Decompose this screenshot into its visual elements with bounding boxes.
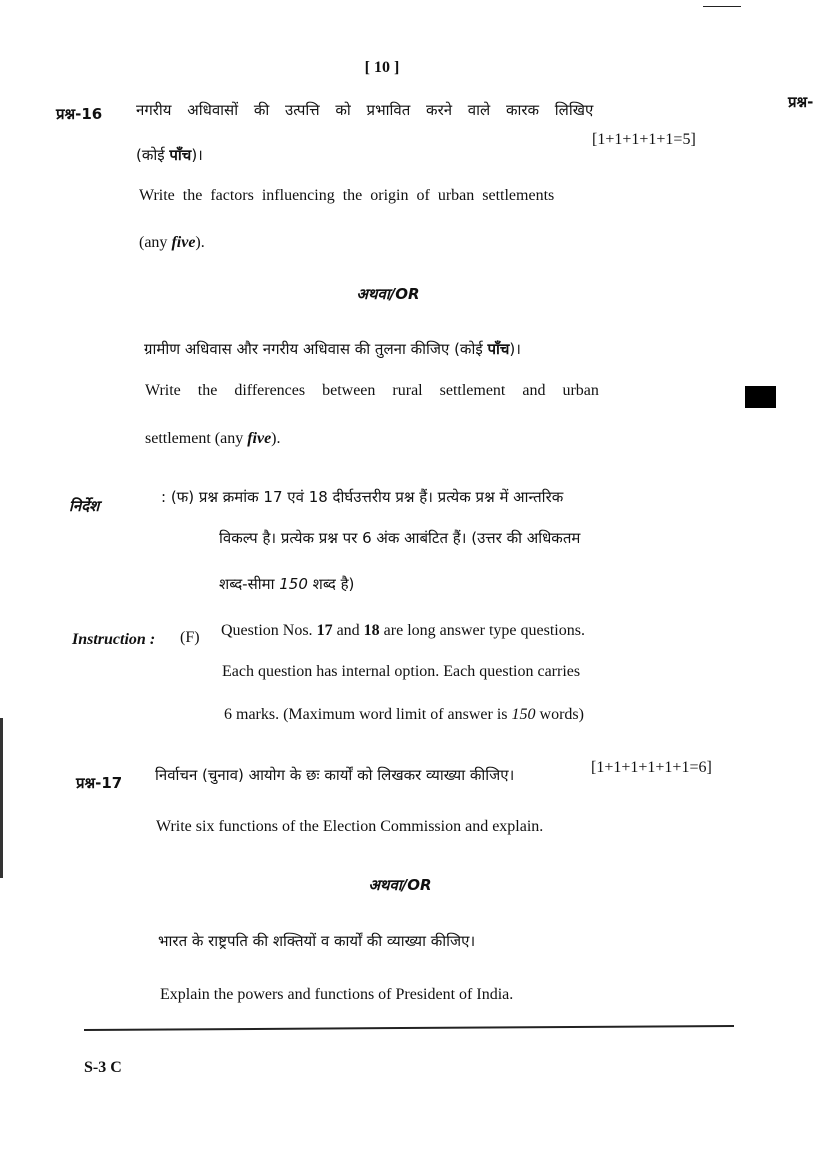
question-16-hindi-line-1: नगरीय अधिवासों की उत्पत्ति को प्रभावित करने वाले कारक लिखिए (136, 101, 594, 119)
question-17-alt-hindi: भारत के राष्ट्रपति की शक्तियों व कार्यों की व्याख्या कीजिए। (158, 932, 476, 950)
question-16-alt-english-line-2 (145, 430, 281, 448)
or-separator-1: अथवा/OR (356, 285, 420, 303)
question-16-alt-hindi (144, 339, 521, 359)
scan-edge-mark (0, 718, 3, 878)
margin-cut-text: प्रश्न- (788, 93, 814, 111)
q16-english-pre: (any (139, 234, 172, 251)
instruction-line-1-e: are long answer type questions. (379, 622, 585, 639)
instruction-line-1-c: and (332, 622, 364, 639)
q16-english-post: ). (195, 234, 205, 251)
instruction-line-3 (224, 706, 584, 724)
question-16-alt-english-line-1: Write the differences between rural settlement and urban (145, 382, 599, 399)
q16-alt-english-bold: five (247, 430, 272, 447)
q16-alt-hindi-post: )। (509, 340, 521, 358)
instruction-q17-number: 17 (316, 622, 333, 639)
instruction-code: (F) (180, 629, 200, 646)
instruction-line-3-pre: 6 marks. (Maximum word limit of answer is (224, 706, 512, 723)
question-16-english-line-1: Write the factors influencing the origin of urban settlements (139, 187, 555, 204)
q16-english-bold: five (171, 234, 196, 251)
q16-alt-english-pre: settlement (any (145, 430, 248, 447)
q16-hindi-post: )। (191, 146, 203, 164)
top-margin-mark (703, 6, 741, 7)
q16-hindi-pre: (कोई (136, 146, 170, 164)
q16-alt-hindi-pre: ग्रामीण अधिवास और नगरीय अधिवास की तुलना कीजिए (कोई (144, 340, 488, 358)
footer-rule (84, 1025, 734, 1031)
q16-hindi-bold: पाँच (169, 146, 192, 164)
question-16-marks: [1+1+1+1+1=5] (592, 131, 696, 148)
nirdesh-line-3-pre: शब्द-सीमा (219, 575, 280, 593)
instruction-q18-number: 18 (363, 622, 380, 639)
nirdesh-line-3 (219, 574, 354, 594)
question-17-marks: [1+1+1+1+1+1=6] (591, 759, 712, 776)
instruction-line-3-number: 150 (511, 706, 536, 723)
page-number: [ 10 ] (364, 59, 400, 76)
nirdesh-line-3-number: 150 (279, 575, 308, 593)
margin-black-mark (745, 386, 776, 408)
nirdesh-label: निर्देश (69, 497, 100, 515)
q16-alt-hindi-bold: पाँच (487, 340, 510, 358)
question-17-label: प्रश्न-17 (76, 774, 123, 792)
q16-alt-english-post: ). (271, 430, 281, 447)
question-17-alt-english: Explain the powers and functions of President of India. (160, 986, 514, 1003)
question-17-hindi: निर्वाचन (चुनाव) आयोग के छः कार्यों को लिखकर व्याख्या कीजिए। (155, 766, 515, 784)
question-17-english: Write six functions of the Election Commission and explain. (156, 818, 544, 835)
nirdesh-line-1: : (फ) प्रश्न क्रमांक 17 एवं 18 दीर्घउत्तरीय प्रश्न हैं। प्रत्येक प्रश्न में आन्तरिक (161, 488, 564, 506)
instruction-label: Instruction : (72, 631, 156, 648)
question-16-hindi-line-2 (136, 145, 203, 165)
footer-code: S-3 C (84, 1059, 122, 1076)
question-16-english-line-2 (139, 234, 205, 252)
nirdesh-line-2: विकल्प है। प्रत्येक प्रश्न पर 6 अंक आबंटित हैं। (उत्तर की अधिकतम (219, 529, 581, 547)
nirdesh-line-3-post: शब्द है) (307, 575, 355, 593)
instruction-line-1 (221, 622, 585, 640)
instruction-line-2: Each question has internal option. Each question carries (222, 663, 581, 680)
question-16-label: प्रश्न-16 (56, 105, 103, 123)
or-separator-2: अथवा/OR (368, 876, 432, 894)
instruction-line-1-a: Question Nos. (221, 622, 317, 639)
instruction-line-3-post: words) (535, 706, 584, 723)
